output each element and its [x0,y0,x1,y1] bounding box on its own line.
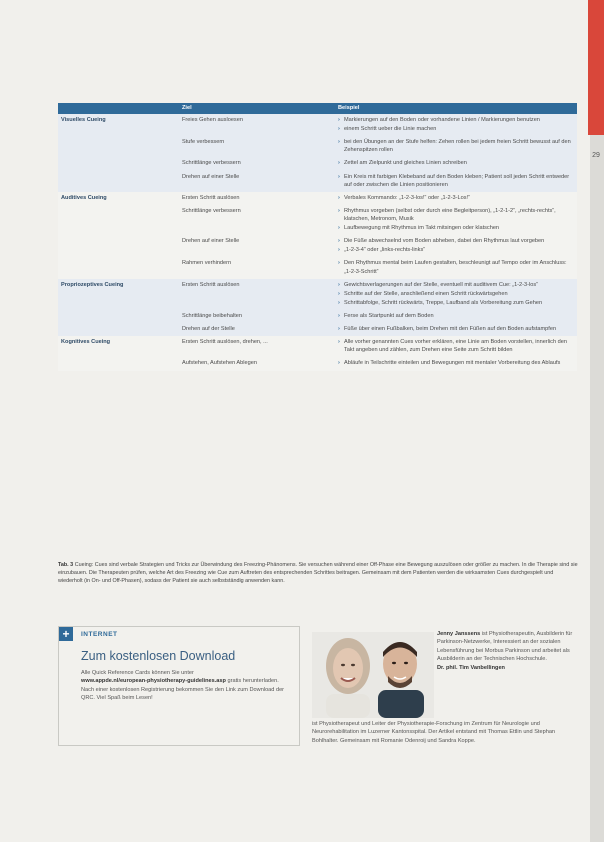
example-item: › Die Füße abwechselnd vom Boden abheben, dabei den Rhythmus laut vorgeben [338,237,574,245]
internet-label: INTERNET [81,631,118,638]
section-tab [588,0,604,135]
cue-examples [335,235,577,257]
cue-goal: Drehen auf einer Stelle [179,235,335,257]
download-text-before: Alle Quick Reference Cards können Sie unter [81,670,194,676]
table-row [58,171,577,192]
example-list [338,281,574,307]
cue-goal: Schrittlänge verbessern [179,157,335,170]
cue-goal: Rahmen verhindern [179,257,335,278]
example-item: › „1-2-3-4“ oder „links-rechts-links“ [338,246,574,254]
cue-type [58,136,179,157]
cue-goal: Drehen auf der Stelle [179,323,335,336]
download-title: Zum kostenlosen Download [81,649,236,663]
cue-examples [335,171,577,192]
example-item: › Füße über einen Fußbalken, beim Drehen mit den Füßen auf den Boden aufstampfen [338,325,574,333]
plus-icon: + [59,627,73,641]
example-item: › einem Schritt ueber die Linie machen [338,125,574,133]
cue-type: Auditives Cueing [58,192,179,205]
cue-type [58,310,179,323]
caption-label: Tab. 3 [58,562,74,568]
cue-examples [335,323,577,336]
cue-type [58,157,179,170]
cue-goal: Ersten Schritt auslösen [179,279,335,310]
header-group [58,103,179,114]
cue-type [58,205,179,235]
cue-examples [335,357,577,370]
example-item: › Verbales Kommando: „1-2-3-los!“ oder „1-2-3-Los!“ [338,194,574,202]
table-row [58,310,577,323]
example-list [338,237,574,254]
internet-box [58,626,300,746]
example-list [338,138,574,154]
header-example: Beispiel [335,103,577,114]
example-item: › Rhythmus vorgeben (selbst oder durch eine Begleitperson), „1-2-1-2“, „rechts-rechts“, klatschen, Metronom, Musik [338,207,574,223]
cue-type [58,323,179,336]
table-row [58,323,577,336]
author-1-bio: ist Physiotherapeutin, Ausbilderin für Parkinson-Netzwerke, Interessiert an der sozialen Lebensführung bei Morbus Parkinson und arbeitet als Ausbilderin an der Technischen Hochschule. [437,631,573,663]
cue-type: Visuelles Cueing [58,114,179,136]
cue-type [58,235,179,257]
header-goal: Ziel [179,103,335,114]
author-2-name: Dr. phil. Tim Vanbellingen [437,664,505,671]
example-item: › Abläufe in Teilschritte einteilen und Bewegungen mit mentaler Vorbereitung des Ablaufs [338,359,574,367]
example-item: › Gewichtsverlagerungen auf der Stelle, eventuell mit auditivem Cue: „1-2-3-los“ [338,281,574,289]
cue-examples [335,257,577,278]
example-item: › Ferse als Startpunkt auf dem Boden [338,312,574,320]
table-row [58,336,577,357]
cue-goal: Ersten Schritt auslösen [179,192,335,205]
example-item: › bei den Übungen an der Stufe helfen: Zehen rollen bei jedem freien Schritt bewusst auf den Zehenspitzen rollen [338,138,574,154]
caption-text: Cueing: Cues sind verbale Strategien und Tricks zur Überwindung des Freezing-Phänomens. Sie versuchen während einer Off-Phase eine Bewegung auszulösen oder größer zu machen. In die Therapie sind sie einzubauen. Die Therapeuten prüfen, welche Art des Freezing wie Cue zum Auftreten des entsprechenden Schrittes beitragen. Gemeinsam mit dem Patienten werden die wirksamsten Cues durchgespielt und wiederholt (in On- und Off-Phasen), sodass der Patient sie auch selbstständig anwenden kann. [58,562,578,584]
cue-goal: Aufstehen, Aufstehen Ablegen [179,357,335,370]
cue-examples [335,157,577,170]
example-list [338,159,574,167]
download-text [81,669,293,703]
cue-examples [335,192,577,205]
example-item: › Ein Kreis mit farbigen Klebeband auf den Boden kleben; Patient soll jeden Schritt entweder auf oder zwischen die Linien positionieren [338,173,574,189]
cue-examples [335,114,577,136]
example-list [338,173,574,189]
cue-type [58,357,179,370]
cue-goal: Freies Gehen ausloesen [179,114,335,136]
table-row [58,136,577,157]
cue-goal: Drehen auf einer Stelle [179,171,335,192]
example-list [338,116,574,133]
example-list [338,359,574,367]
cue-goal: Schrittlänge beibehalten [179,310,335,323]
cue-type: Kognitives Cueing [58,336,179,357]
example-item: › Zettel am Zielpunkt und gleiches Linien schreiben [338,159,574,167]
table-row [58,257,577,278]
download-url-link[interactable]: www.appde.nl/european-physiotherapy-guidelines.asp [81,678,226,685]
table-row [58,357,577,370]
example-list [338,207,574,232]
cue-examples [335,136,577,157]
example-item: › Schrittabfolge, Schritt rückwärts, Treppe, Laufband als Vorbereitung zum Gehen [338,299,574,307]
table-row [58,279,577,310]
cue-goal: Stufe verbessern [179,136,335,157]
cue-examples [335,310,577,323]
example-list [338,325,574,333]
cue-examples [335,336,577,357]
example-list [338,259,574,275]
cueing-table [58,103,577,371]
cue-type [58,257,179,278]
example-list [338,194,574,202]
page-number: 29 [592,152,600,159]
cue-type: Propriozeptives Cueing [58,279,179,310]
table-row [58,192,577,205]
table-row [58,205,577,235]
cue-goal: Schrittlänge verbessern [179,205,335,235]
cue-goal: Ersten Schritt auslösen, drehen, ... [179,336,335,357]
example-list [338,338,574,354]
download-text-after: gratis herunterladen. Nach einer kostenlosen Registrierung bekommen Sie den Link zum Download der QRC. Viel Spaß beim Lesen! [81,678,285,702]
table-header [58,103,577,114]
table-row [58,114,577,136]
authors-photo [312,632,434,718]
table-caption [58,562,578,585]
example-list [338,312,574,320]
author-2-bio: ist Physiotherapeut und Leiter der Physiotherapie-Forschung im Zentrum für Neurologie und Neurorehabilitation im Luzerner Kantonsspital. Der Artikel entstand mit Thomas Ettlin und Stephan Bohlhalter. Gemeinsam mit Romanie Odenroij und Sandra Koppe. [312,721,556,744]
example-item: › Alle vorher genannten Cues vorher erklären, eine Linie am Boden vorstellen, innerlich den Takt angeben und zählen, zum Drehen eine Seite zum Schritt bilden [338,338,574,354]
example-item: › Markierungen auf den Boden oder vorhandene Linien / Markierungen benutzen [338,116,574,124]
table-row [58,157,577,170]
author-info [437,630,582,672]
example-item: › Laufbewegung mit Rhythmus im Takt mitsingen oder klatschen [338,224,574,232]
example-item: › Den Rhythmus mental beim Laufen gestalten, beschleunigt auf Tempo oder im Anschluss: „1-2-3-Schritt“ [338,259,574,275]
cue-examples [335,279,577,310]
author-1-name: Jenny Janssens [437,631,481,637]
table-row [58,235,577,257]
cue-examples [335,205,577,235]
cue-type [58,171,179,192]
example-item: › Schritte auf der Stelle, anschließend einen Schritt rückwärtsgehen [338,290,574,298]
